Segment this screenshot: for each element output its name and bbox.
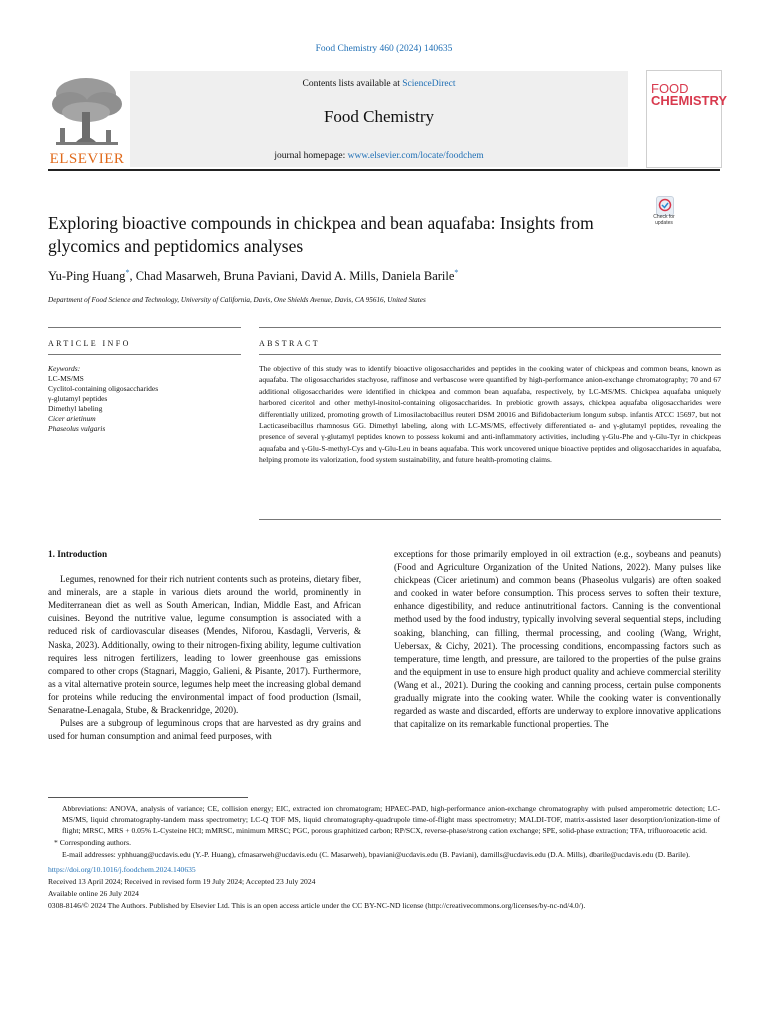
journal-name: Food Chemistry [323, 107, 435, 126]
article-info-rule [48, 354, 241, 355]
body-right-column [394, 548, 721, 731]
article-info-heading: ARTICLE INFO [48, 339, 131, 348]
section-title: 1. Introduction [48, 549, 108, 559]
keywords-label: Keywords: [48, 364, 81, 373]
footnotes [48, 803, 720, 912]
abstract-top-rule [259, 327, 721, 328]
check-updates-label: Check for updates [653, 214, 675, 226]
contents-line [130, 79, 628, 89]
author-separator: , [375, 269, 382, 284]
author-name[interactable]: Daniela Barile [381, 269, 455, 284]
cover-title [651, 81, 728, 108]
abstract-text: The objective of this study was to identify bioactive oligosaccharides and peptides in the cooking water of chickpeas and common beans, known as aquafaba. The oligosaccharides stachyose, raffinose and verbascose were quantified by high-performance anion-exchange chromatography; 70 and 67 additional oligosaccharides were identified in chickpea and common bean aquafaba, respectively, by LC-MS/MS. Chickpea aquafaba uniquely harbored ciceritol and other methyl-inositol-containing oligosaccharides. In prebiotic growth assays, chickpea aquafaba oligosaccharides were differentially utilized, promoting growth of Limosilactobacillus reuteri DSM 20016 and Bifidobacterium longum subsp. infantis ATCC 15697, but not Lacticaseibacillus rhamnosus GG. Dimethyl labeling, along with LC-MS/MS, effectively differentiated α- and γ-glutamyl peptides, revealing the presence of several γ-glutamyl peptides known to possess kokumi and anti-inflammatory activities, including γ-Glu-Phe and γ-Glu-Tyr in chickpeas aquafaba and γ-Glu-S-methyl-Cys and γ-Glu-Leu in beans aquafaba. This work uncovered unique bioactive peptides and oligosaccharides in aquafaba, helping promote its valorization, food system sustainability, and future health-promoting claims. [259, 364, 721, 465]
elsevier-wordmark: ELSEVIER [49, 151, 125, 167]
check-for-updates-badge[interactable] [645, 196, 683, 236]
article-title: Exploring bioactive compounds in chickpea and bean aquafaba: Insights from glycomics and peptidomics analyses [48, 213, 594, 256]
body-paragraph: exceptions for those primarily employed in oil extraction (e.g., soybeans and peanuts) (Food and Agriculture Organization of the United Nations, 2022). Many pulses like chickpeas (Cicer arietinum) and common beans (Phaseolus vulgaris) are often soaked and cooked in water before consumption. This process serves to soften their texture, enhance digestibility, and reduce antinutritional factors. Canning is the conventional method used by the food industry, typically involving several sequential steps, including soaking, blanching, can filling, thermal processing, and cooling (Wang, Wright, Uebersax, & Cichy, 2021). The processing conditions, encompassing factors such as temperature, time length, and pressure, are tailored to the properties of the pulse grains and the equipment in use to ensure high product quality and achieve commercial sterility (Wang et al., 2021). During the cooking and canning process, certain pulse components gradually migrate into the cooking water. While the cooking water is conventionally regarded as waste and discarded, efforts are underway to explore innovative applications that capitalize on its remarkable functional properties. The [394, 549, 721, 730]
author-separator: , [129, 269, 136, 284]
author-name[interactable]: Yu-Ping Huang [48, 269, 126, 284]
keyword: γ-glutamyl peptides [48, 394, 108, 403]
journal-reference[interactable]: Food Chemistry 460 (2024) 140635 [315, 44, 453, 54]
body-paragraph: Pulses are a subgroup of leguminous crops that are harvested as dry grains and used for human consumption and animal feed purposes, with [48, 718, 361, 742]
doi-link[interactable] [48, 864, 720, 875]
sciencedirect-link[interactable]: ScienceDirect [402, 79, 456, 89]
contents-prefix: Contents lists available at [302, 79, 403, 89]
tree-icon [52, 78, 122, 145]
cover-title-line1: FOOD [651, 81, 689, 96]
footnote-rule [48, 797, 248, 798]
author-separator: , [294, 269, 301, 284]
body-paragraph: Legumes, renowned for their rich nutrient contents such as proteins, dietary fiber, and minerals, are a staple in various diets around the world, prominently in Mediterranean diet as well as South American, Indian, Middle East, and African cuisines. Beyond the nutritive value, legume consumption is associated with a reduced risk of cardiovascular diseases (Mendes, Niforou, Kasdagli, Ververis, & Naska, 2023). Additionally, owing to their nitrogen-fixing ability, legume cultivation requires less nitrogen fertilizers, leading to lower greenhouse gas emissions compared to other crops (Stagnari, Maggio, Galieni, & Pisante, 2017). Furthermore, as a vital alternative protein source, legumes help meet the increasing global demand for proteins while reducing the environmental impact of food production (Ismail, Senaratne-Lenagala, Stube, & Brackenridge, 2020). [48, 574, 361, 716]
corresponding-note: * Corresponding authors. [54, 838, 131, 847]
keyword: Cicer arietinum [48, 414, 96, 423]
header-rule [48, 169, 720, 171]
keyword: LC-MS/MS [48, 374, 84, 383]
corresponding-author-mark[interactable]: * [454, 268, 459, 277]
homepage-link[interactable]: www.elsevier.com/locate/foodchem [347, 151, 484, 161]
body-left-column [48, 548, 361, 743]
keyword: Phaseolus vulgaris [48, 424, 106, 433]
email-addresses[interactable]: E-mail addresses: yphhuang@ucdavis.edu (Y.-P. Huang), cfmasarweh@ucdavis.edu (C. Masarweh), bpaviani@ucdavis.edu (B. Paviani), damills@ucdavis.edu (D.A. Mills), dbarile@ucdavis.edu (D. Barile). [62, 850, 691, 859]
corresponding-author-mark[interactable]: * [125, 268, 130, 277]
doi-link-text[interactable]: https://doi.org/10.1016/j.foodchem.2024.140635 [48, 865, 196, 874]
journal-homepage-line [130, 151, 628, 161]
check-updates-icon [656, 196, 674, 216]
received-dates: Received 13 April 2024; Received in revised form 19 July 2024; Accepted 23 July 2024 [48, 877, 316, 886]
author-separator: , [217, 269, 224, 284]
abstract-heading: ABSTRACT [259, 339, 320, 348]
license-note[interactable]: 0308-8146/© 2024 The Authors. Published by Elsevier Ltd. This is an open access article under the CC BY-NC-ND license (http://creativecommons.org/licenses/by-nc-nd/4.0/). [48, 901, 586, 910]
homepage-prefix: journal homepage: [274, 151, 348, 161]
available-online: Available online 26 July 2024 [48, 889, 139, 898]
author-name[interactable]: Chad Masarweh [135, 269, 218, 284]
author-name[interactable]: Bruna Paviani [223, 269, 295, 284]
abstract-rule [259, 354, 721, 355]
author-list [48, 268, 728, 284]
cover-title-line2: CHEMISTRY [651, 93, 728, 108]
keyword: Dimethyl labeling [48, 404, 103, 413]
author-name[interactable]: David A. Mills [300, 269, 376, 284]
article-info-top-rule [48, 327, 241, 328]
keyword: Cyclitol-containing oligosaccharides [48, 384, 159, 393]
journal-cover[interactable] [646, 70, 728, 168]
affiliation: Department of Food Science and Technology, University of California, Davis, One Shields Avenue, Davis, CA 95616, United States [48, 296, 426, 304]
abstract-bottom-rule [259, 519, 721, 520]
abbreviations-note: Abbreviations: ANOVA, analysis of variance; CE, collision energy; EIC, extracted ion chromatogram; HPAEC-PAD, high-performance anion-exchange chromatography with pulsed amperometric detection; LC-MS/MS, liquid chromatography-tandem mass spectrometry; LC-Q TOF MS, liquid chromatography-quadrupole time-of-flight mass spectrometry; MALDI-TOF, matrix-assisted laser desorption/ionization-time of flight; MRSC, MRS + 0.05% L-Cysteine HCl; mMRSC, minimum MRSC; PGC, porous graphitized carbon; RP/SCX, reverse-phase/strong cation exchange; SPE, solid-phase extraction; TFA, trifluoroacetic acid. [62, 804, 720, 835]
